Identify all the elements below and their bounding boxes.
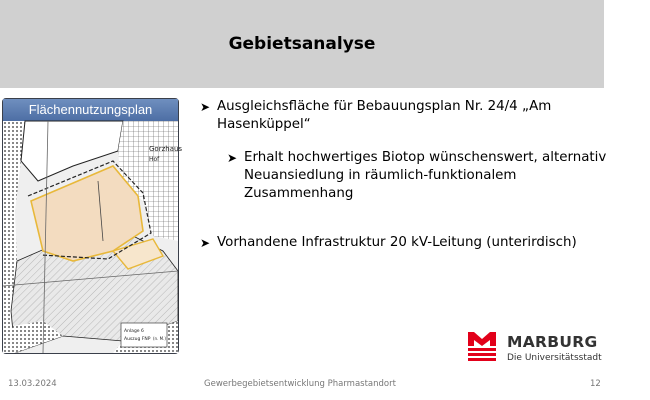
- place-suffix-label: Hof: [149, 156, 160, 163]
- arrow-bullet-icon: ➤: [200, 236, 211, 250]
- map-graphic: [3, 121, 183, 353]
- logo-subtitle: Die Universitätsstadt: [507, 353, 602, 363]
- slide-title: Gebietsanalyse: [228, 34, 376, 54]
- panel-title: Flächennutzungsplan: [3, 99, 178, 121]
- footer-title: Gewerbegebietsentwicklung Pharmastandort: [204, 379, 396, 389]
- place-label: Gorzhaus: [149, 145, 183, 153]
- bullet-text: Ausgleichsfläche für Bebauungsplan Nr. 24/4 „Am Hasenküppel“: [217, 99, 552, 132]
- marburg-logo-icon: [467, 330, 497, 362]
- bullet-item-sub: [227, 149, 620, 203]
- marburg-logo: [467, 330, 607, 370]
- map-legend-line1: Anlage 6: [124, 329, 144, 334]
- logo-name: MARBURG: [507, 333, 598, 351]
- map-scale-label: (n. M.): [153, 336, 166, 341]
- arrow-bullet-icon: ➤: [200, 100, 211, 114]
- bullet-list: [200, 98, 620, 252]
- footer-page-number: 12: [590, 379, 601, 389]
- map-legend-line2: Auszug FNP: [124, 337, 151, 342]
- bullet-text: Erhalt hochwertiges Biotop wünschenswert, alternativ Neuansiedlung in räumlich-funktionalem Zusammenhang: [244, 150, 607, 201]
- arrow-bullet-icon: ➤: [227, 151, 238, 165]
- map-legend-box: [121, 323, 167, 347]
- map-panel: [2, 98, 183, 354]
- bullet-text: Vorhandene Infrastruktur 20 kV-Leitung (unterirdisch): [217, 235, 577, 250]
- land-use-map: [3, 121, 183, 353]
- footer-date: 13.03.2024: [8, 379, 57, 389]
- bullet-item: [200, 98, 620, 134]
- bullet-item: [200, 234, 620, 252]
